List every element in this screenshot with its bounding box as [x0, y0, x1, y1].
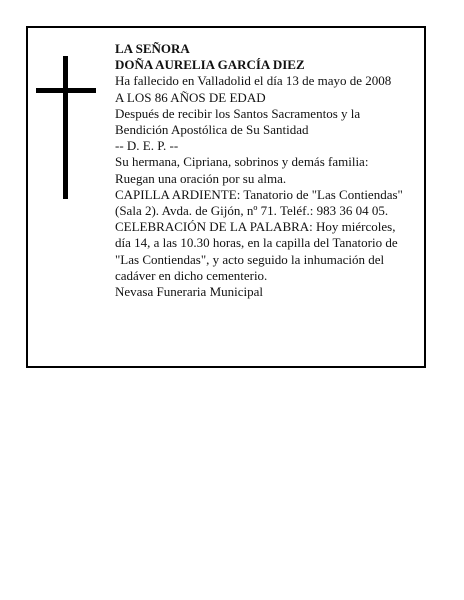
ceremony-line-4: cadáver en dicho cementerio.: [115, 267, 268, 283]
prayer-request: Ruegan una oración por su alma.: [115, 170, 287, 186]
rip-line: -- D. E. P. --: [115, 138, 179, 154]
chapel-line-1: CAPILLA ARDIENTE: Tanatorio de "Las Contiendas": [115, 186, 403, 202]
notice-text: [115, 41, 423, 300]
cross-vertical-bar: [63, 56, 68, 199]
sacraments-line-2: Bendición Apostólica de Su Santidad: [115, 122, 309, 138]
obituary-notice: [26, 26, 426, 368]
title-line: LA SEÑORA: [115, 41, 190, 56]
age-line: A LOS 86 AÑOS DE EDAD: [115, 89, 266, 105]
sacraments-line-1: Después de recibir los Santos Sacramentos y la: [115, 105, 361, 121]
cross-horizontal-bar: [36, 88, 96, 93]
chapel-line-2: (Sala 2). Avda. de Gijón, nº 71. Teléf.: 983 36 04 05.: [115, 203, 389, 219]
death-announcement: Ha fallecido en Valladolid el día 13 de mayo de 2008: [115, 73, 392, 89]
ceremony-line-1: CELEBRACIÓN DE LA PALABRA: Hoy miércoles,: [115, 219, 396, 235]
ceremony-line-3: "Las Contiendas", y acto seguido la inhumación del: [115, 251, 385, 267]
funeral-home: Nevasa Funeraria Municipal: [115, 284, 264, 300]
cross-icon: [36, 56, 96, 199]
deceased-name: DOÑA AURELIA GARCÍA DIEZ: [115, 57, 305, 73]
ceremony-line-2: día 14, a las 10.30 horas, en la capilla del Tanatorio de: [115, 235, 398, 251]
family-line: Su hermana, Cipriana, sobrinos y demás familia:: [115, 154, 369, 170]
